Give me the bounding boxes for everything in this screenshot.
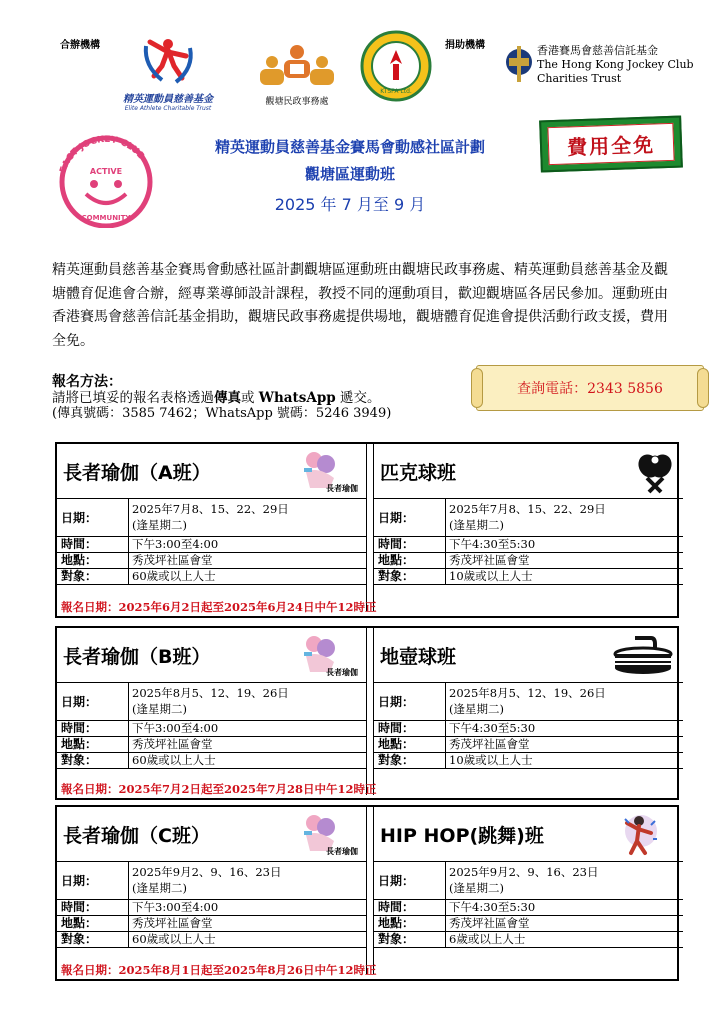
elite-name-en: Elite Athlete Charitable Trust [124, 105, 212, 112]
enquiry-phone-banner [476, 365, 704, 411]
date-label: 日期： [374, 683, 446, 720]
hkjc-name-en-1: The Hong Kong Jockey Club [537, 58, 694, 71]
target-value: 60歲或以上人士 [132, 932, 216, 946]
date-label: 日期： [57, 499, 129, 536]
section-3 [55, 805, 679, 981]
venue-value: 秀茂坪社區會堂 [449, 916, 530, 930]
target-label: 對象： [57, 932, 129, 947]
time-label: 時間： [57, 537, 129, 552]
registration-numbers: (傳真號碼：3585 7462；WhatsApp 號碼：5246 3949) [52, 406, 392, 421]
time-value: 下午3:00至4:00 [132, 537, 219, 551]
time-label: 時間： [374, 900, 446, 915]
class-card-yoga-b [57, 628, 367, 795]
target-value: 60歲或以上人士 [132, 569, 216, 583]
hkjc-charities-logo [505, 44, 705, 94]
date-value: 2025年8月5、12、19、26日 [132, 686, 289, 700]
weekday-value: (逢星期二) [449, 881, 504, 895]
registration-deadline: 報名日期：2025年7月2日起至2025年7月28日中午12時正 [61, 782, 377, 796]
target-value: 60歲或以上人士 [132, 753, 216, 767]
venue-label: 地點： [374, 553, 446, 568]
date-value: 2025年9月2、9、16、23日 [449, 865, 599, 879]
registration-deadline: 報名日期：2025年6月2日起至2025年6月24日中午12時正 [61, 600, 377, 614]
icon-caption: 長者瑜伽 [326, 484, 358, 493]
date-value: 2025年7月8、15、22、29日 [449, 502, 606, 516]
class-title: 長者瑜伽（A班） [63, 462, 211, 484]
icon-caption: 長者瑜伽 [326, 847, 358, 856]
programme-title: 精英運動員慈善基金賽馬會動感社區計劃 [214, 138, 485, 156]
venue-label: 地點： [57, 737, 129, 752]
free-of-charge-banner [539, 116, 683, 173]
class-card-pickleball [373, 444, 683, 611]
weekday-value: (逢星期二) [449, 702, 504, 716]
class-title: 地壺球班 [380, 646, 457, 668]
target-label: 對象： [57, 753, 129, 768]
svg-text:ACTIVE: ACTIVE [89, 167, 123, 176]
icon-caption: 長者瑜伽 [326, 668, 358, 677]
elderly-yoga-icon [278, 448, 358, 494]
registration-text-b: 遞交。 [340, 390, 381, 406]
elite-athlete-logo [110, 36, 226, 112]
programme-period: 2025 年 7 月至 9 月 [274, 195, 426, 214]
date-label: 日期： [57, 683, 129, 720]
registration-deadline: 報名日期：2025年8月1日起至2025年8月26日中午12時正 [61, 963, 377, 977]
class-title: HIP HOP(跳舞)班 [380, 825, 544, 847]
svg-text:EACT JOCKEY CLUB: EACT JOCKEY CLUB [58, 134, 146, 175]
class-card-hiphop [373, 807, 683, 974]
registration-heading: 報名方法： [52, 374, 122, 390]
section-2 [55, 626, 679, 800]
date-label: 日期： [374, 862, 446, 899]
target-value: 6歲或以上人士 [449, 932, 526, 946]
weekday-value: (逢星期二) [449, 518, 504, 532]
curling-stone-icon [595, 632, 675, 678]
svg-text:COMMUNITY: COMMUNITY [81, 214, 131, 222]
venue-label: 地點： [374, 737, 446, 752]
hkjc-name-en-2: Charities Trust [537, 72, 622, 85]
class-card-yoga-c [57, 807, 367, 974]
ktspa-logo [360, 30, 432, 102]
target-label: 對象： [57, 569, 129, 584]
whatsapp-word: WhatsApp [258, 390, 336, 406]
programme-subtitle: 觀塘區運動班 [304, 165, 395, 183]
venue-label: 地點： [374, 916, 446, 931]
date-value: 2025年7月8、15、22、29日 [132, 502, 289, 516]
registration-block [52, 374, 472, 422]
weekday-value: (逢星期二) [132, 518, 187, 532]
active-community-badge [50, 132, 162, 228]
time-label: 時間： [374, 721, 446, 736]
elderly-yoga-icon [278, 811, 358, 857]
time-value: 下午3:00至4:00 [132, 721, 219, 735]
or-word: 或 [241, 390, 255, 406]
enquiry-phone-text: 查詢電話：2343 5856 [517, 381, 663, 397]
weekday-value: (逢星期二) [132, 881, 187, 895]
people-group-icon [252, 42, 342, 90]
time-label: 時間： [57, 721, 129, 736]
target-value: 10歲或以上人士 [449, 753, 533, 767]
class-title: 長者瑜伽（B班） [63, 646, 211, 668]
time-value: 下午4:30至5:30 [449, 537, 536, 551]
venue-label: 地點： [57, 916, 129, 931]
kwun-tong-office-logo [252, 42, 342, 108]
venue-value: 秀茂坪社區會堂 [449, 737, 530, 751]
hkjc-crest-icon [505, 44, 533, 86]
pickleball-icon [595, 448, 675, 494]
time-value: 下午4:30至5:30 [449, 900, 536, 914]
class-card-curling [373, 628, 683, 795]
sponsor-label: 捐助機構 [445, 40, 485, 51]
registration-text-a: 請將已填妥的報名表格透過 [52, 390, 214, 406]
venue-value: 秀茂坪社區會堂 [132, 916, 213, 930]
hkjc-name-zh: 香港賽馬會慈善信託基金 [537, 44, 658, 57]
target-label: 對象： [374, 569, 446, 584]
target-label: 對象： [374, 932, 446, 947]
class-title: 匹克球班 [380, 462, 457, 484]
smiley-badge-icon [50, 132, 162, 228]
date-label: 日期： [374, 499, 446, 536]
co-organizer-label: 合辦機構 [60, 40, 100, 51]
time-value: 下午3:00至4:00 [132, 900, 219, 914]
venue-value: 秀茂坪社區會堂 [449, 553, 530, 567]
class-card-yoga-a [57, 444, 367, 611]
kwun-tong-office-name: 觀塘民政事務處 [265, 97, 329, 107]
date-value: 2025年8月5、12、19、26日 [449, 686, 606, 700]
time-label: 時間： [57, 900, 129, 915]
elite-name: 精英運動員慈善基金 [123, 94, 213, 105]
date-value: 2025年9月2、9、16、23日 [132, 865, 282, 879]
class-title: 長者瑜伽（C班） [63, 825, 210, 847]
time-value: 下午4:30至5:30 [449, 721, 536, 735]
weekday-value: (逢星期二) [132, 702, 187, 716]
intro-paragraph: 精英運動員慈善基金賽馬會動感社區計劃觀塘區運動班由觀塘民政事務處、精英運動員慈善基金及觀塘體育促進會合辦，經專業導師設計課程，教授不同的運動項目，歡迎觀塘區各居民參加。運動班由香港賽馬會慈善信託基金捐助，觀塘民政事務處提供場地，觀塘體育促進會提供活動行政支援，費用全免。 [52, 262, 668, 349]
venue-label: 地點： [57, 553, 129, 568]
target-label: 對象： [374, 753, 446, 768]
fax-word: 傳真 [214, 390, 241, 406]
registration-instruction [52, 390, 472, 406]
venue-value: 秀茂坪社區會堂 [132, 737, 213, 751]
ktspa-text: KTSPA Ltd. [380, 88, 412, 95]
date-label: 日期： [57, 862, 129, 899]
hiphop-dancer-icon [595, 811, 675, 857]
venue-value: 秀茂坪社區會堂 [132, 553, 213, 567]
section-1 [55, 442, 679, 618]
elderly-yoga-icon [278, 632, 358, 678]
time-label: 時間： [374, 537, 446, 552]
free-of-charge-text: 費用全免 [547, 123, 674, 165]
athlete-figure-icon [110, 36, 226, 86]
target-value: 10歲或以上人士 [449, 569, 533, 583]
